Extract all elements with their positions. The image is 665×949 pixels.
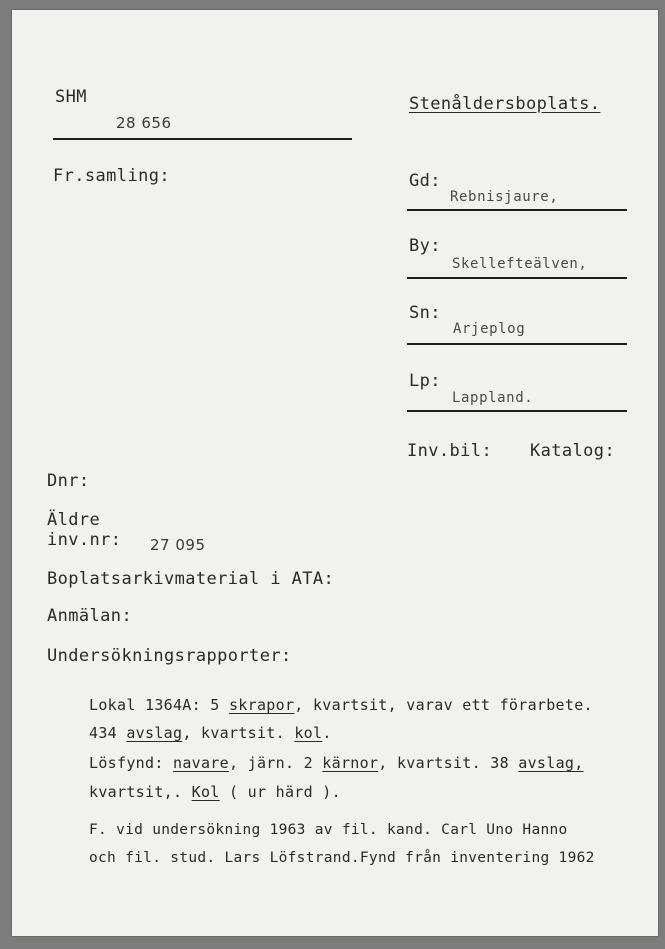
sn-divider — [407, 343, 627, 345]
gd-label: Gd: — [409, 171, 441, 191]
dnr-label: Dnr: — [47, 471, 90, 491]
category-title: Stenåldersboplats. — [409, 94, 601, 114]
lp-label: Lp: — [409, 371, 441, 391]
inv-nr-label: inv.nr: — [47, 530, 122, 550]
gd-divider — [407, 209, 627, 211]
rapporter-label: Undersökningsrapporter: — [47, 646, 292, 666]
sn-label: Sn: — [409, 303, 441, 323]
finds-line-5: F. vid undersökning 1963 av fil. kand. Carl Uno Hanno — [89, 822, 568, 838]
finds-line-3: Lösfynd: navare, järn. 2 kärnor, kvartsit. 38 avslag, — [89, 754, 584, 772]
by-value: Skellefteälven, — [452, 256, 588, 272]
by-divider — [407, 277, 627, 279]
inv-nr-value: 27 095 — [150, 536, 206, 554]
museum-label: SHM — [55, 87, 87, 107]
gd-value: Rebnisjaure, — [450, 189, 559, 205]
aldre-label: Äldre — [47, 510, 101, 530]
sn-value: Arjeplog — [453, 321, 526, 337]
collection-label: Fr.samling: — [53, 166, 170, 186]
finds-line-2: 434 avslag, kvartsit. kol. — [89, 724, 332, 742]
finds-line-1: Lokal 1364A: 5 skrapor, kvartsit, varav ett förarbete. — [89, 696, 593, 714]
by-label: By: — [409, 236, 441, 256]
finds-line-6: och fil. stud. Lars Löfstrand.Fynd från inventering 1962 — [89, 850, 595, 866]
anmalan-label: Anmälan: — [47, 606, 133, 626]
lp-value: Lappland. — [452, 390, 534, 406]
boplats-label: Boplatsarkivmaterial i ATA: — [47, 569, 335, 589]
inv-bil-label: Inv.bil: — [407, 441, 493, 461]
header-divider — [53, 138, 352, 140]
museum-number: 28 656 — [116, 114, 172, 132]
katalog-label: Katalog: — [530, 441, 616, 461]
lp-divider — [407, 410, 627, 412]
finds-line-4: kvartsit,. Kol ( ur härd ). — [89, 783, 341, 801]
